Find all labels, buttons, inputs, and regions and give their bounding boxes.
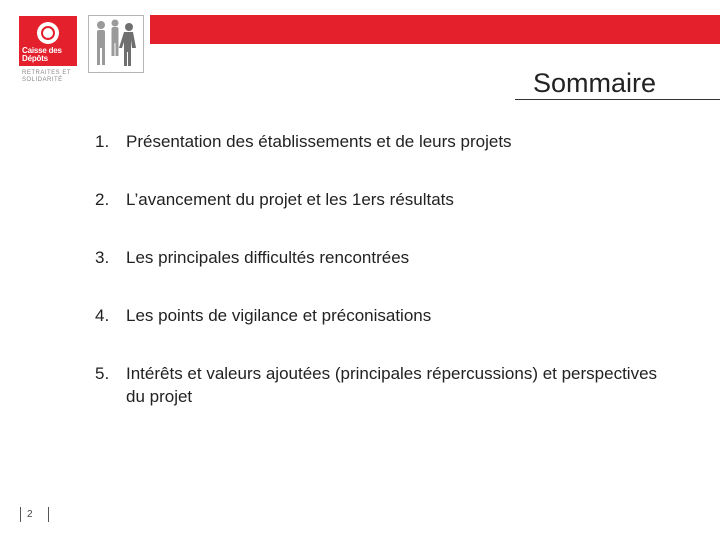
title-underline — [515, 99, 720, 100]
header-red-band — [150, 15, 720, 44]
agenda-item — [95, 188, 695, 211]
logo-subtitle: RETRAITES ET SOLIDARITÉ — [22, 70, 71, 83]
seal-icon — [37, 22, 59, 44]
agenda-item-number: 5. — [95, 364, 110, 383]
agenda-item-text: Les principales difficultés rencontrées — [126, 248, 410, 267]
agenda-item-number: 4. — [95, 306, 110, 325]
agenda-item-text: L’avancement du projet et les 1ers résultats — [126, 190, 454, 209]
agenda-item — [95, 304, 695, 327]
agenda-item-text: Les points de vigilance et préconisations — [126, 306, 432, 325]
agenda-item-number: 1. — [95, 132, 110, 151]
agenda-list — [95, 130, 695, 443]
agenda-item-text: Présentation des établissements et de leurs projets — [126, 132, 512, 151]
people-icon — [88, 15, 144, 73]
page-number: 2 — [27, 509, 33, 520]
agenda-item-text: Intérêts et valeurs ajoutées (principales répercussions) et perspectives du projet — [126, 364, 658, 406]
footer-divider-right — [48, 507, 49, 522]
agenda-item — [95, 362, 666, 408]
agenda-item — [95, 246, 695, 269]
agenda-item-number: 2. — [95, 190, 110, 209]
agenda-item — [95, 130, 695, 153]
slide-title: Sommaire — [532, 68, 656, 98]
footer-divider-left — [20, 507, 21, 522]
agenda-item-number: 3. — [95, 248, 110, 267]
logo-text: Caisse des Dépôts — [22, 46, 62, 63]
caisse-des-depots-logo — [19, 16, 77, 66]
